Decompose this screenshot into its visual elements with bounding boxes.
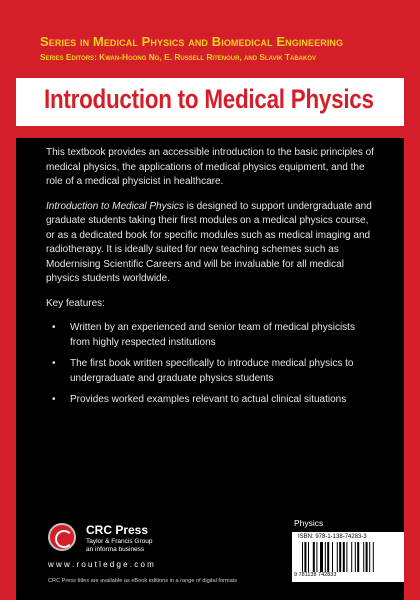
left-red-border bbox=[0, 138, 16, 600]
bullet: • bbox=[52, 394, 56, 405]
isbn-text: ISBN: 978-1-138-74283-3 bbox=[298, 534, 367, 540]
publisher-tagline bbox=[86, 538, 152, 554]
crc-press-logo-icon bbox=[48, 523, 76, 551]
barcode-icon bbox=[302, 542, 396, 572]
series-title: Series in Medical Physics and Biomedical Engineering bbox=[40, 34, 344, 49]
publisher-line-2: an informa business bbox=[86, 546, 145, 553]
list-item bbox=[46, 393, 376, 408]
publisher-website: w w w . r o u t l e d g e . c o m bbox=[48, 560, 154, 569]
subject-category: Physics bbox=[294, 518, 324, 528]
key-features-label: Key features: bbox=[46, 297, 105, 309]
bullet: • bbox=[52, 322, 56, 333]
list-item bbox=[46, 321, 376, 350]
blurb-paragraph-1: This textbook provides an accessible introduction to the basic principles of medical physics, the applications of medical physics equipment, and the role of a medical physicist in healthcare. bbox=[46, 147, 374, 187]
features-list bbox=[46, 321, 376, 408]
feature-text: Written by an experienced and senior team of medical physicists from highly respected institutions bbox=[70, 322, 355, 348]
list-item bbox=[46, 357, 376, 386]
blurb-paragraph-2-text: is designed to support undergraduate and graduate students taking their first modules on a medical physics course, or as a dedicated book for specific modules such as medical imaging and radiotherapy. It is ideally suited for new teaching schemes such as Modernising Scientific Careers and will be invaluable for all medical physics students worldwide. bbox=[46, 200, 372, 284]
bullet: • bbox=[52, 358, 56, 369]
publisher-line-1: Taylor & Francis Group bbox=[86, 538, 153, 545]
barcode-panel bbox=[292, 532, 404, 582]
right-red-border bbox=[404, 138, 420, 600]
publisher-name: CRC Press bbox=[86, 523, 149, 537]
series-editors: Series Editors: Kwan-Hoong Ng, E. Russell Ritenour, and Slavik Tabakov bbox=[40, 52, 316, 62]
book-title-italic: Introduction to Medical Physics bbox=[46, 200, 184, 212]
ebook-note: CRC Press titles are available as eBook editions in a range of digital formats bbox=[48, 578, 238, 584]
feature-text: Provides worked examples relevant to actual clinical situations bbox=[70, 394, 347, 405]
feature-text: The first book written specifically to introduce medical physics to undergraduate and graduate physics students bbox=[70, 358, 354, 384]
blurb bbox=[46, 138, 376, 415]
blurb-paragraph-2 bbox=[46, 200, 376, 287]
book-title: Introduction to Medical Physics bbox=[44, 84, 374, 114]
barcode-digits: 9 781138 742833 bbox=[294, 572, 337, 578]
